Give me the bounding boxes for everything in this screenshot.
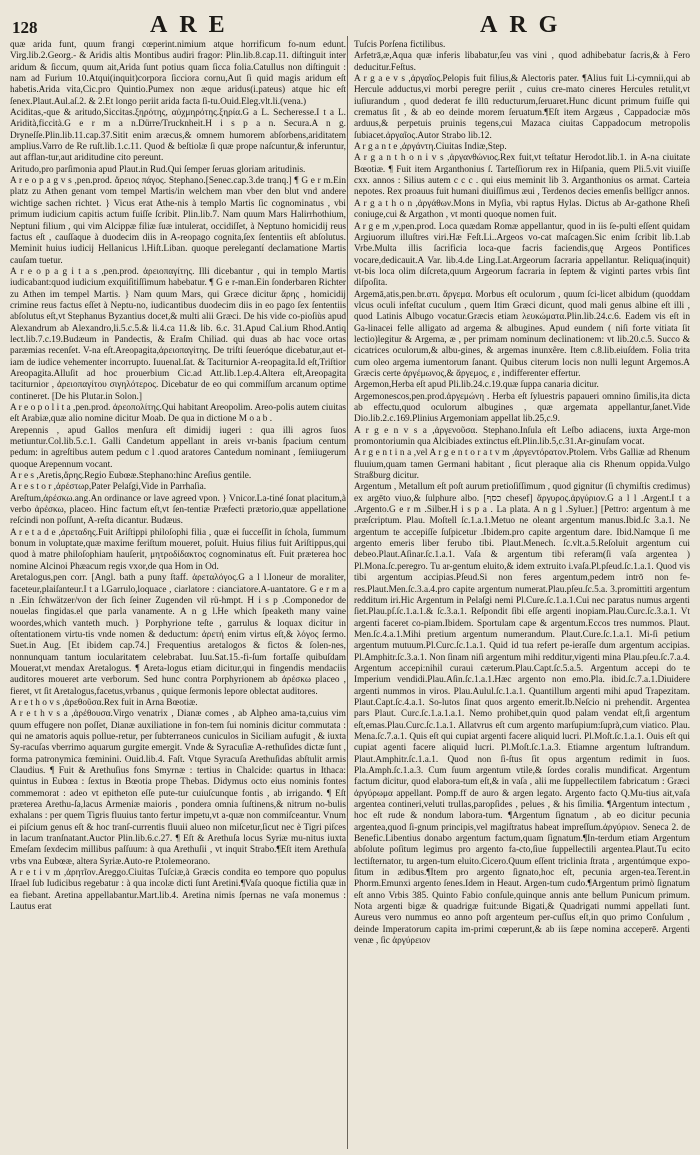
dictionary-entry: A r g e n v s a ,ἀργενοῦσα. Stephano.Inſula eſt Leſbo adiacens, iuxta Arge-mon promontoriumin qua Alcibiades extinctus eſt.Plin.lib.5,c.31.Ar-ginuſam vocat. xyxy=(354,425,690,448)
dictionary-entry: A r g a n t h o n i v s ,ἀργανθώνιος.Rex fuit,vt teſtatur Herodot.lib.1. in A-na ciuitate Bœotiæ. ¶ Fuit item Arganthonius ſ. Tarteſſiorum rex in Hiſpania, quem Pli.5.vit viuiſſe cxx. annos : Silius autem c c c . qui eius meminit lib 3. Arganthonius os armat. Carteia nepotes. Rex proauus fuit humani diuiſſimus æui , Terdenos decies emenſis bellîgcr annos. xyxy=(354,153,690,198)
dictionary-entry: Argemonescos,pen.prod.ἀργεμώνη . Herba eſt ſyluestris papaueri omnino ſimilis,ita dicta ab effectu,quod oculorum albugines , quæ argemata appellantur,ſanet.Vide Dio.lib.2.c.169.Plinius Argemoniam appellat lib.25,c.9. xyxy=(354,391,690,425)
dictionary-entry: A r e t h o v s ,ἀρεθοῦσα.Rex fuit in Arna Bœotiæ. xyxy=(10,697,198,708)
dictionary-entry: Arfetrā,æ,Aqua quæ inferis libabatur,ſeu vas vini , quod adhibebatur ſacris,& à Fero deducitur.Feſtus. xyxy=(354,51,690,73)
dictionary-entry: Arepennis , apud Gallos menſura eſt dimidij iugeri : qua illi agros ſuos metiuntur.Col.lib.5.c.1. Galli Candetum appellant in areis vr-banis ſpacium centum pedum: in agreſtibus autem pedum c l .quod aratores Cantedum nominant , ſemiiugerum quoque Arepennum vocant. xyxy=(10,425,346,470)
dictionary-entry: A r e o p a g v s ,pen.prod. ἄρειος πάγος. Stephano.[Senec.cap.3.de tranq.] ¶ G e r m.Ein platz zu Athen genant vom tempel Martis/in welchem man vber den blut vnd andere wichtige sachen richtet. } Vicus erat Athe-nis à templo Martis ſic cognominatus , vbi primum iudicium capitis actum fuiſſe ſcribit. Plin.lib.7. Nam quum Mars Halirrhothium, Neptuni filium , qui vim Alcippæ filiæ ſuæ intulerat, occidiſſet, à Neptuno homicidij reus factus eſt , cauſſaque à duodecim diis in A-reopago cognita,ſex ſententiis eſt abſolutus. Meminit huius iudicij Hellanicus l.Hiſt.Liban. quoque perelegantí declamatione Martis cauſam tuetur. xyxy=(10,176,346,266)
dictionary-entry: A r g e n t i n a ,vel A r g e n t o r a t v m ,ἀργεντόρατον.Ptolem. Vrbs Galliæ ad Rhenum fluuium,quam tamen Germani habitant , ſicut pleraque alia cis Rhenum oppida.Vulgo Straßburg dicitur. xyxy=(354,448,690,482)
dictionary-entry: Areſtum,ἀρέσκω.ang.An ordinance or lave agreed vpon. } Vnicor.La-tiné ſonat placitum,à verbo ἀρέσκω, placeo. Hinc factum eſt,vt ſen-tentiæ Præfecti prætorio,quæ appellatione reſcindi non poſſunt, A-reſta dicantur. Budæus. xyxy=(10,493,346,527)
dictionary-entry: A r e t h v s a ,ἀρέθουσα.Virgo venatrix , Dianæ comes , ab Alpheo ama-ta,cuius vim quum effugere non poſſet, Dianæ auxiliatione in fon-tem ſui nominis dicitur commutata : qui ne amatoris aquis pollue-retur, per ſubterraneos cuniculos in Siciliam aufugit , & iuxta Sy-racuſas vberrimo aquarum gurgite emergit. Vnde & Syracuſiæ A-rethuſides dictæ ſunt , forma patronymica fœminini. Ouid.lib.4. Faſt. Vtque Syracuſa Arethuſidas abſtulit armis Claudius. ¶ Fuit & Arethuſius fons Smyrnæ : tertius in Chalcide: quartus in Ithaca: quintus in Eubœa : ſextus in Bœotia prope Thebas. Didymus octo eius nominis fontes commemorat : adeo vt epitheton eſſe pute-tur cuiuſcunque fontis , ab irrigando. ¶ Eſt præterea Arethu-ſa,lacus Armeniæ maioris , pondera omnia ſuſtinens,& nitrum no-bulis exhalans : per quem Tigris fluuius tanto fertur impetu,vt a-quæ non commiſceantur. Vnum ei piſcium genus eſt & hoc tranſ-currentis fluuii alueo non miſcetur,ſicut nec è Tigri piſces in lacum tranſnatant.Auctor Plin.lib.6.c.27. ¶ Eſt & Arethuſa locus Syriæ mu-nitus iuxta Emeſam ſexdecim millibus paſſuum: à qua Arethuſii , vt inquit Strabo.¶Eſt item Arethuſa vrbs vna Eubœæ, altera Syriæ.Auto-re P.tolemeorano. xyxy=(10,709,346,867)
dictionary-entry: A r e s t o r ,ἀρέστωρ,Pater Pelaſgi,Vide in Parrhaſia. xyxy=(10,482,207,493)
dictionary-entry: Argemā,atis,pen.br.ατι. ἄργεμα. Morbus eſt oculorum , quum ſci-licet albidum (quoddam vlcus oculi infeſtat cuculum , quem Itim Græci dicunt, quod mali genus albine eſt illi , quod Latinis Albugo vocatur.Græcis etiam λευκώματα.Plin.lib.24.c.6. Eadem vis eſt in Ga-linacei felle alligato ad argema & albugines. Apud eundem ( niſi forte vitiata ſit lectio)legitur & Argema, æ , per primam nominum declinationem: vt lib.20.c.5. Succo & cicatrices oculorum,& albu-gines, & argemas inunxêre. Item c.8.lib.eiuſdem. Folia trita cum oleo argema iumentorum ſanant. Quibus citerum locis non nulli legunt Argemos.A Græcis certe ἀργέμωνος,& ἄργεμος, ε , indifferenter effertur. xyxy=(354,289,690,379)
page-header xyxy=(0,6,700,40)
dictionary-entry: A r e s ,Aretis,ἄρης.Regio Eubœæ.Stephano:hinc Areſius gentile. xyxy=(10,471,252,482)
dictionary-entry: A r g a n t e ,ἀργάντη.Ciuitas Indiæ,Step. xyxy=(354,142,507,153)
right-running-head: ARG xyxy=(480,12,570,38)
dictionary-entry: Tuſcis Porſena fictilibus. xyxy=(354,40,446,50)
left-column xyxy=(10,40,346,1151)
right-column xyxy=(354,40,690,1151)
dictionary-entry: A r g a e v s ,ἀργαῖος.Pelopis fuit filius,& Alectoris pater. ¶Alius fuit Li-cymnii,qui ab Hercule adductus,vi morbi peregre periit , cuius cre-mato cineres Hercules retulit,vt iuſiurandum , quod dederat fe illū reducturum,ſeruaret.Hunc dicunt primum fuiſſe qui crematus ſit , & ab eo deinde morem ſeruatum.¶Eſt item Argæus , Cappadociæ mōs arduus,& perpetuis pruinis tegens,cui Mazaca ciuitas Cappadocum metropolis ſubiacet.ἀργαῖος.Autor Strabo lib.12. xyxy=(354,74,690,141)
dictionary-entry: A r e t i v m ,ἀρητῖον.Areggo.Ciuitas Tuſciæ,à Græcis condita eo tempore quo populus Iſrael ſub Iudicibus regebatur : à qua incolæ dicti ſunt Aretini.¶Vaſa quoque fictilia quæ in ea fiebant. Aretina appellabantur.Mart.lib.4. Aretina nimis ſpernas ne vaſa monemus : Lautus erat xyxy=(10,868,346,913)
page-number: 128 xyxy=(12,18,38,37)
dictionary-entry: Argemon,Herba eſt apud Pli.lib.24.c.19.quæ ſuppa canaria dicitur. xyxy=(354,380,599,391)
dictionary-entry: A r g e m ,ν,pen.prod. Loca quædam Romæ appellantur, quod in iis ſe-pulti eſſent quidam Argiuorum illuſtres viri.Hæ Feſt.Li..Argeos vo-cat maſcagen.Sic enim ſcribit lib.1.ab Vrbe.Multa illis ſacrificia loca-que facris faciendis,quę Argeos Pontifices vocare,dedicauit.A Var. lib.4.de Ling.Lat.Argeorum ſacraria appellantur. Reliqua(inquit) vt-bis loca olim diſcreta,quum Argeorum facraria in ſeptem & viginti partes vrbis ſint diſpoſita. xyxy=(354,221,690,289)
dictionary-entry: A r e o p a g i t a s ,pen.prod. ἀρειοπαγίτης. Illi dicebantur , qui in templo Martis iudicabant:quod iudicium exquiſitiſſimum habebatur. ¶ G e r-man.Ein ſonderbaren Richter zu Athen im tempel Martis. } Nam quum Mars, qui Græce dicitur ἄρης , homicidij crimine reus factus eſſet à Neptu-no, iudicantibus duodecim diis in eo pago ſex ſententiis abſolutus eſt,vt Stephanus Byzantius docet,& multi alii Græci. De his vide co-pioſiùs apud Alexandrum ab Alexandro,li.5.c.5.& li.4.ca 11.& lib. 6.c. 31.Apud Cal.ium Rhod.Antiq lect.lib.7.c.19.Budæum in Pandectis, & Eraſm Chiliad. qui duas ab hac voce ortas paræmias recenſet. V-na eſt.Areopagita,ἀρειοπαγίτης. De triſti ſeueróque dicebatur,aut et-iam de iudice vehementer incorrupto. Iuuenal.ſat. & Taciturnior A-reopagita.Id eſt,Triſtior Areopagita.Alluſit ad hoc prouerbium Cic.ad Att.lib.1.ep.4.Altera eſt,Areopagita taciturnior , ἀρειοπαγίτου σιγηλότερος. Dicebatur de eo qui commiſſum arcanum optime contineret. [De his Plutar.in Solon.] xyxy=(10,266,346,402)
column-divider xyxy=(347,36,348,1149)
left-running-head: ARE xyxy=(150,12,237,38)
dictionary-entry: Aritudo,pro parſimonia apud Plaut.in Rud.Qui ſemper ſeruas gloriam aritudinis. xyxy=(10,164,306,175)
dictionary-entry: Aretalogus,pen corr. [Angl. bath a puny ſtaff. ἀρεταλόγος.G a l l.Ioneur de moraliter, faceteur,plaiſanteur.I t a l.Garrulo,loquace , ciarlatore : cianciatore.A-uantatore. G e r m a n .Ein ſchwätzer/von der ſich ſeiner Zugenden vil rü-hmpt. H i s p .Componedor de nouelas fingidas.el que parla vanamente. A n g l.He which ſpeaketh many vaine woordes,which vanteth much. } Porphyrione teſte , garrulus & loquax dicitur in oſtentationem virtu-tis vnde nomen & deductum: ἀρετή enim virtus eſt,& λόγος ſermo. Suet.in Aug. [Et ibidem cap.74.] Frequentius aretalogos & fictos & ſolen-nes, nonnunquam tantum iocularitatem celebrabat. Iuu.Sat.15.-fi-ſum fortaſſe quibuſdam Mouerat,vt mendax Aretalogus. ¶ Areta-logus etiam dicitur,qui in fingendis mendaciis auditores moueret arte verborum. Sed hunc contra Porphyrionem ab ἀρέσκω placeo , fieret, vt ſit Aretalogus,facetus,vrbanus , quique ſermonis lepore oblectat auditores. xyxy=(10,573,346,697)
dictionary-entry: quæ arida funt, quum frangi cœperint.nimium atque horrificum fo-num edunt. Virg.lib.2.Georg.- & Aridis altis Montibus audiri fragor: Plin.lib.8.cap.11. diſtinguit inter aridum & ſiccum, quum ait,Arida ſunt potius quam ſicca folia.Catullus non diſtinguit : nam ad Furium 10.Atqui(inquit)corpora ſicciora cornu,Aut ſi quid magis aridum eſt habetis.Arida vita,Cic.pro Quintio.Pumex non æque aridus(i.pateus) atque hic eſt ſenex.Plaut.Aul.aſ.2. & 2.Et longo periit arida facta ſi-tu.Ouid.Eleg.vlt.li.(vena.) xyxy=(10,40,346,107)
dictionary-entry: A r g a t h o n ,ἀργάθων.Mons in Myſia, vbi raptus Hylas. Dictus ab Ar-gathone Rheſi coniuge,cui & Argathon , vt monti quoque nomen fuit. xyxy=(354,198,690,221)
dictionary-entry: A r e o p o l i t a ,pen.prod. ἀρεοπολίτης.Qui habitant Areopolim. Areo-polis autem ciuitas eſt Arabiæ,quæ alio nomine dicitur Moab. De qua in dictione M o a b . xyxy=(10,403,346,425)
dictionary-entry: Aciditas,-que & aritudo,Siccitas.ξηρότης, αὐχμηρότης.ξηρία.G a L. Secheresse.I t a L. Aridità,ficcità.G e r m a n.Dürre/Trucknheit.H i s p a n. Secura.A n g. Dryneſſe.Plin.lib.11.cap.37.Sitit enim aræcus,& omnem humorem abſorbens,ariditatem amplius.Varro de Re ruſt.lib.1.c.11. Quod & beſtiolæ ſi quæ prope naſcuntur,& inferuntur, aut afflan-tur,aut ariditudine cito pereunt. xyxy=(10,108,346,164)
dictionary-entry: A r e t a d e ,ἀρεταδης.Fuit Ariſtippi philoſophi filia , quæ ei ſucceſſit in ſchola, ſummum bonum in voluptate,quæ maxime feriſtum moueret, poſuit. Huius filius fuit Ariſtippus,qui quod à matre philoſophiam hauſerit, μητροδίδακτος cognominatus eſt. Fuit præterea hoc nomine Alcinoi Phæacum regis vxor,de qua Hom in Od. xyxy=(10,527,346,572)
dictionary-entry: Argentum , Metallum eſt poſt aurum pretioſiſſimum , quod gignitur (ſi chymiſtis credimus) ex argēto viuo,& ſulphure albo. [כסף chesef] ἄργυρος.ἀργύριον.G a l l .Argent.I t a .Argento.G e r m .Silber.H i s p a . La plata. A n g l .Syluer.] [Pettro: argentum à me præſcriptum. Plau. Moſtell ſc.1.a.1.Metuo ne oleant argentum manus.Ibid.ſc 3.a.1. Ne argentum te accepiſſe ſuſpicetur .Ibidem.pro capite argentum dare. Ibid.Namque ſi me argento emeris liber ferubo tibi. Plaut.Menech. ſc.vlt.a.5.Reſoluit argentum cui debeo.Plaut.Aſinar.ſc.1.a.1. Vaſa & argentum tibi referam(ſi vaſa argentea ) Pl.Mona.ſc.peregro. Tu ar-gentum eluito,& idem extruito i.vaſa.Pl.pſeud.ſc.1.a.1. Quod vis tibi argentum accipias.Pſeud.Si non feres argentum,pedem intrō non fe-res.Plaut.Men.ſc.3.a.4.pro capite argentum numerat.Plau.pſeu.ſc.5.a. 3.promittiti argentum redditum iri.Hic Argentum in Pelaſgi nemi Pl.Cure.ſc.1.a.1.Cui nec paratus numus argenti ſiet.Plau.pſ.ſc.1.a.1.& ſc.3.a.1. Reſpondit ſibi eſſe argenti inopiam.Plau.Curc.ſc.3.a.1. Vt argenti faceret co-piam.Ibidem. Sportulam cape & argentum.Eccos tres nummos. Plaut. Men.ſc.4.a.1.Mihi pretium argentum numerandum. Plaut.Cure.ſc.1.a.1. Mi-ſi petium argentum mutuum.Pl.Curc.ſc.1.a.1. Quid id tua refert pe-ieraſſe dum argentum accipias. Pl.Amphitr.ſc.3.a.1. Non ſinam niſi argentum mihi redditur,vigenti mina Plau.pſeu.ſc.7.a.4. Argentum accepi:nihil curaui cæterum.Plau.Capt.ſc.5.a.5. Argentum accepi do te Imperium vendidi.Plau.Aſin.ſc.1.a.1.Hæc argento non emo.Pla. ibid.ſc.7.a.1.Diuidere argenti nummos in viros. Plau.Aulul.ſc.1.a.1. Quantillum argenti mihi apud Trapezitam. Plaut.Capt.ſc.4.a.1. So-lutos ſinat quos argento emerit.Ib.Neſcio ni prehendit. Argentea pars Plaut. Curc.ſc.1.a.1.a.1. Nemo prohibet,quin quod palam vendat eſt,ſi argentum eſt,emas.Plau.Curc.ſc.1.a.1. Allatvrus eſt cum argento marſupium:ſuprà,cum viatico. Plau. Mena.ſc.7.a.1. Quis eſt qui cupiat argenti facere aliquid lucri. Pl.Moſt.ſc.1.a.1. Ouis eſt qui cupiat agenti facere aliquid lucri. Pl.Moſt.ſc.1.a.3. Etiamne argentum luſtrandum. Plaut.Amphitr.ſc.1.a.1. Quod non ſi-ſtus ſit opus argentum redimit in ſuos. Pla.Amph.ſc.1.a.3. Cum ſuum argentum vtile,& ſordes coralis mundificat. Argentum factum dicitur, quod elabora-tum eſt,& in vaſa , alii me ſuppellectilem fabricatum : Græci ἀργύρωμα appellant. Pomp.ff de auro & argen legato. Argento facto Q.Mu-tius ait,vaſa argentea contineri,veluti trullas,paropſides , pelues , & his ſimilia. ¶Argentum intectum , hoc eſt rude & nondum labora-tum. ¶Argentum ſignatum , ab eo dicitur pecunia argentea,quod ſi-gnum principis,vel magiſtratus habeat impreſſum.ἀργύριον. Seneca 2. de Benefic.Libentius donabo argentum factum,quam ſignatum.¶In-terdum etiam Argentum abſolute poſitum legimus pro argento fa-cto,ſiue ſuppellectili argentea.Plaut.Tu ecito lectiſternator, tu argen-tum eluito.Cicero.Quum eſſent triclinia ſtrata , argentúmque expo-ſitum in ædibus.¶Item pro argento ſignato,hoc eſt, pecunia argen-tea.Terent.in Phorm.Emunxi argento ſenes.Idem in Heaut. Argen-tum cudo.¶Argentum primò ſignatum eſt anno Vrbis 385. Quinto Fabio conſule,quinque annis ante bellum Punicum primum. Nota argenti bigæ & quadrigæ fuit:unde Bigati,& Quadrigati nummi appellati ſunt. Aureus vero nummus eo anno poſt argenteum per-cuſſus eſt,in quo primo Conſulum , deinde Imperatorum capita im-primi cœperunt,& ab iis ſæpe nomina acceperē. Argenti venæ , ſic ἀργύρειον xyxy=(354,482,690,947)
